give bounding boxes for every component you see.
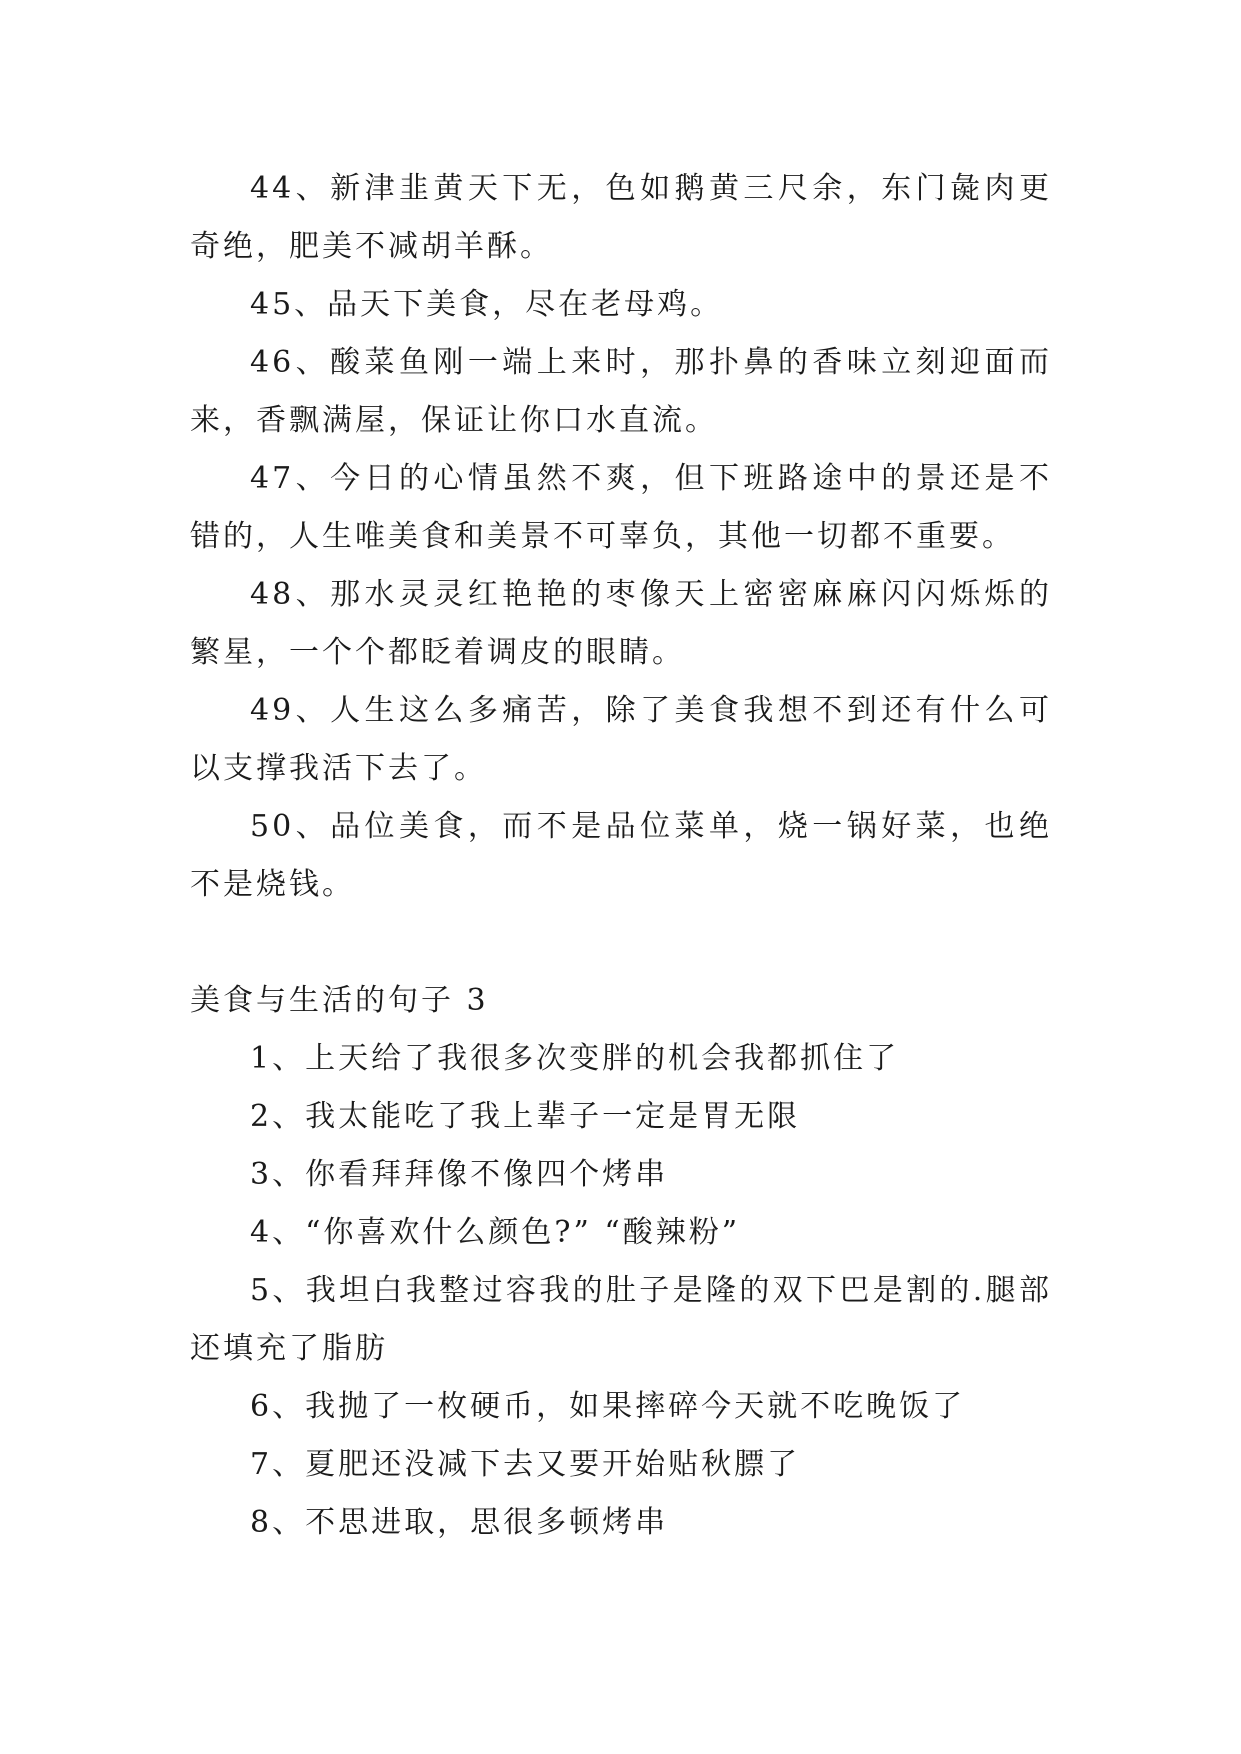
sentence-4: 4、“你喜欢什么颜色?” “酸辣粉” <box>250 1215 741 1250</box>
sentence-2: 2、我太能吃了我上辈子一定是胃无限 <box>250 1099 801 1134</box>
sentence-6: 6、我抛了一枚硬币，如果摔碎今天就不吃晚饭了 <box>250 1389 966 1424</box>
sentence-46: 46、酸菜鱼刚一端上来时，那扑鼻的香味立刻迎面而来，香飘满屋，保证让你口水直流。 <box>190 345 1052 438</box>
sentence-1: 1、上天给了我很多次变胖的机会我都抓住了 <box>250 1041 900 1076</box>
sentence-44: 44、新津韭黄天下无，色如鹅黄三尺余，东门彘肉更奇绝，肥美不减胡羊酥。 <box>190 171 1052 264</box>
sentence-45: 45、品天下美食，尽在老母鸡。 <box>250 287 724 322</box>
section-heading: 美食与生活的句子 3 <box>190 983 489 1018</box>
sentence-3: 3、你看拜拜像不像四个烤串 <box>250 1157 669 1192</box>
document-body <box>190 160 1052 1552</box>
sentence-8: 8、不思进取，思很多顿烤串 <box>250 1505 669 1540</box>
sentence-47: 47、今日的心情虽然不爽，但下班路途中的景还是不错的，人生唯美食和美景不可辜负，其他一切都不重要。 <box>190 461 1052 554</box>
sentence-48: 48、那水灵灵红艳艳的枣像天上密密麻麻闪闪烁烁的繁星，一个个都眨着调皮的眼睛。 <box>190 577 1052 670</box>
sentence-5: 5、我坦白我整过容我的肚子是隆的双下巴是割的.腿部还填充了脂肪 <box>190 1273 1052 1366</box>
sentence-49: 49、人生这么多痛苦，除了美食我想不到还有什么可以支撑我活下去了。 <box>190 693 1052 786</box>
sentence-50: 50、品位美食，而不是品位菜单，烧一锅好菜，也绝不是烧钱。 <box>190 809 1052 902</box>
sentence-7: 7、夏肥还没减下去又要开始贴秋膘了 <box>250 1447 801 1482</box>
section-spacer <box>190 914 1052 972</box>
